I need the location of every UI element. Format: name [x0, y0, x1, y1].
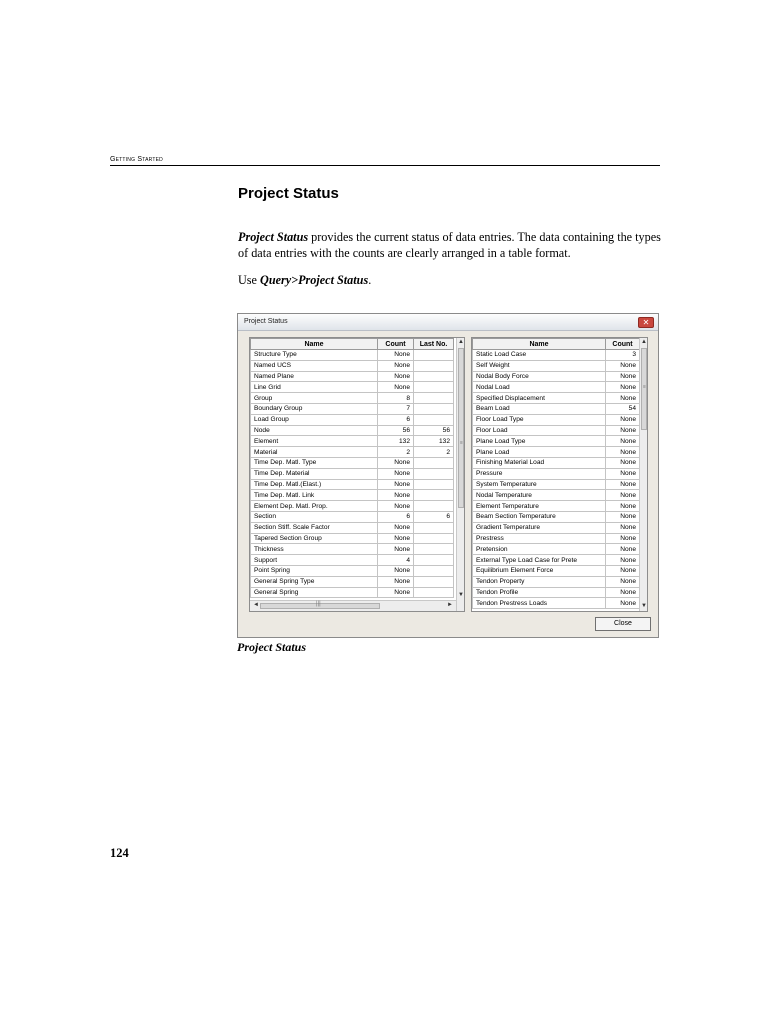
name-cell: Point Spring [251, 565, 378, 576]
name-cell: Tendon Profile [473, 587, 606, 598]
page-number: 124 [110, 846, 129, 860]
count-cell: None [606, 468, 640, 479]
table-row[interactable] [251, 393, 454, 404]
count-cell: None [378, 457, 414, 468]
name-cell: Beam Section Temperature [473, 511, 606, 522]
name-cell: Nodal Load [473, 382, 606, 393]
last-no-cell [414, 371, 454, 382]
left-status-table [250, 338, 454, 598]
table-row[interactable] [473, 565, 640, 576]
count-cell: None [378, 533, 414, 544]
table-row[interactable] [473, 457, 640, 468]
right-status-table [472, 338, 640, 609]
count-cell: None [606, 587, 640, 598]
name-cell: Pretension [473, 544, 606, 555]
last-no-cell [414, 522, 454, 533]
last-no-cell [414, 576, 454, 587]
table-row[interactable] [251, 403, 454, 414]
usage-command: Query>Project Status [260, 273, 369, 287]
table-row[interactable] [251, 371, 454, 382]
horizontal-grip-icon: ||| [316, 601, 321, 607]
name-cell: Specified Displacement [473, 393, 606, 404]
count-cell: 3 [606, 350, 640, 361]
count-cell: None [378, 587, 414, 598]
name-cell: Named Plane [251, 371, 378, 382]
count-cell: 2 [378, 447, 414, 458]
last-no-cell [414, 403, 454, 414]
grip-icon: ≡ [460, 440, 463, 446]
table-row[interactable] [473, 403, 640, 414]
usage-prefix: Use [238, 273, 261, 287]
last-no-cell [414, 587, 454, 598]
count-cell: None [606, 436, 640, 447]
count-cell: None [606, 555, 640, 566]
count-cell: None [606, 371, 640, 382]
grip-icon: ≡ [643, 384, 646, 390]
name-cell: Nodal Body Force [473, 371, 606, 382]
last-no-cell [414, 533, 454, 544]
last-no-cell [414, 565, 454, 576]
table-row[interactable] [251, 522, 454, 533]
count-cell: None [606, 511, 640, 522]
count-cell: 132 [378, 436, 414, 447]
figure-caption: Project Status [237, 640, 307, 654]
scroll-right-icon[interactable]: ► [447, 602, 453, 608]
name-cell: Floor Load Type [473, 414, 606, 425]
count-cell: None [378, 501, 414, 512]
name-cell: Static Load Case [473, 350, 606, 361]
right-status-grid[interactable] [471, 337, 648, 612]
name-cell: Gradient Temperature [473, 522, 606, 533]
name-cell: Pressure [473, 468, 606, 479]
scroll-up-icon[interactable]: ▲ [458, 339, 464, 345]
table-row[interactable] [473, 490, 640, 501]
last-no-cell [414, 350, 454, 361]
table-row[interactable] [251, 447, 454, 458]
table-row[interactable] [251, 468, 454, 479]
count-cell: None [606, 425, 640, 436]
section-title: Project Status [238, 185, 339, 202]
count-cell: None [606, 479, 640, 490]
count-cell: 7 [378, 403, 414, 414]
scroll-down-icon[interactable]: ▼ [641, 603, 647, 609]
name-cell: Tendon Property [473, 576, 606, 587]
table-row[interactable] [473, 468, 640, 479]
table-row[interactable] [251, 457, 454, 468]
name-cell: Time Dep. Matl.(Elast.) [251, 479, 378, 490]
column-header[interactable]: Name [251, 339, 378, 350]
count-cell: None [606, 457, 640, 468]
name-cell: Line Grid [251, 382, 378, 393]
last-no-cell [414, 490, 454, 501]
intro-paragraph [238, 229, 662, 261]
count-cell: None [378, 544, 414, 555]
close-icon[interactable]: ✕ [638, 317, 654, 328]
left-status-grid[interactable] [249, 337, 465, 612]
name-cell: General Spring [251, 587, 378, 598]
name-cell: Section [251, 511, 378, 522]
table-row[interactable] [251, 479, 454, 490]
scroll-down-icon[interactable]: ▼ [458, 592, 464, 598]
table-row[interactable] [473, 555, 640, 566]
count-cell: None [606, 501, 640, 512]
count-cell: 4 [378, 555, 414, 566]
count-cell: 8 [378, 393, 414, 404]
name-cell: Nodal Temperature [473, 490, 606, 501]
column-header[interactable]: Last No. [414, 339, 454, 350]
table-row[interactable] [473, 511, 640, 522]
last-no-cell [414, 501, 454, 512]
column-header[interactable]: Name [473, 339, 606, 350]
last-no-cell: 132 [414, 436, 454, 447]
table-row[interactable] [473, 350, 640, 361]
table-row[interactable] [473, 522, 640, 533]
last-no-cell [414, 360, 454, 371]
name-cell: Time Dep. Matl. Type [251, 457, 378, 468]
name-cell: Finishing Material Load [473, 457, 606, 468]
last-no-cell: 2 [414, 447, 454, 458]
count-cell: 6 [378, 511, 414, 522]
usage-suffix: . [368, 273, 372, 287]
last-no-cell [414, 393, 454, 404]
table-row[interactable] [473, 393, 640, 404]
table-row[interactable] [473, 501, 640, 512]
last-no-cell [414, 414, 454, 425]
count-cell: 6 [378, 414, 414, 425]
count-cell: None [606, 382, 640, 393]
last-no-cell: 6 [414, 511, 454, 522]
name-cell: Prestress [473, 533, 606, 544]
name-cell: System Temperature [473, 479, 606, 490]
column-header[interactable]: Count [378, 339, 414, 350]
name-cell: Beam Load [473, 403, 606, 414]
name-cell: General Spring Type [251, 576, 378, 587]
name-cell: Time Dep. Material [251, 468, 378, 479]
intro-text: provides the current status of data entries. The data containing the types of data entries with the counts are clearly arranged in a table format. [238, 230, 661, 260]
running-head: Getting Started [110, 156, 660, 166]
count-cell: None [378, 382, 414, 393]
table-row[interactable] [251, 576, 454, 587]
count-cell: None [606, 533, 640, 544]
count-cell: None [378, 371, 414, 382]
scroll-thumb[interactable] [641, 348, 647, 430]
count-cell: None [378, 565, 414, 576]
table-row[interactable] [473, 371, 640, 382]
table-row[interactable] [473, 598, 640, 609]
table-row[interactable] [251, 587, 454, 598]
dialog-titlebar [238, 314, 658, 331]
intro-lead: Project Status [238, 230, 309, 244]
count-cell: None [378, 479, 414, 490]
name-cell: Tapered Section Group [251, 533, 378, 544]
count-cell: None [378, 350, 414, 361]
count-cell: None [378, 468, 414, 479]
count-cell: None [606, 576, 640, 587]
table-row[interactable] [251, 382, 454, 393]
table-row[interactable] [473, 533, 640, 544]
name-cell: Section Stiff. Scale Factor [251, 522, 378, 533]
table-row[interactable] [251, 501, 454, 512]
scroll-thumb[interactable] [458, 348, 464, 508]
table-row[interactable] [473, 447, 640, 458]
count-cell: None [378, 490, 414, 501]
table-row[interactable] [473, 544, 640, 555]
name-cell: Plane Load [473, 447, 606, 458]
last-no-cell: 56 [414, 425, 454, 436]
table-row[interactable] [473, 382, 640, 393]
name-cell: Load Group [251, 414, 378, 425]
left-horizontal-scrollbar[interactable] [250, 600, 456, 611]
table-row[interactable] [473, 436, 640, 447]
name-cell: Element Dep. Matl. Prop. [251, 501, 378, 512]
last-no-cell [414, 544, 454, 555]
usage-paragraph [238, 272, 662, 288]
table-row[interactable] [251, 360, 454, 371]
name-cell: Self Weight [473, 360, 606, 371]
name-cell: Structure Type [251, 350, 378, 361]
dialog-title: Project Status [244, 318, 288, 325]
count-cell: None [606, 393, 640, 404]
name-cell: Element Temperature [473, 501, 606, 512]
name-cell: Node [251, 425, 378, 436]
name-cell: External Type Load Case for Prete [473, 555, 606, 566]
last-no-cell [414, 479, 454, 490]
table-row[interactable] [251, 350, 454, 361]
name-cell: Element [251, 436, 378, 447]
table-row[interactable] [473, 414, 640, 425]
count-cell: None [378, 576, 414, 587]
table-row[interactable] [251, 533, 454, 544]
name-cell: Support [251, 555, 378, 566]
count-cell: None [606, 447, 640, 458]
last-no-cell [414, 457, 454, 468]
scroll-left-icon[interactable]: ◄ [253, 602, 259, 608]
count-cell: None [606, 522, 640, 533]
table-row[interactable] [251, 544, 454, 555]
name-cell: Thickness [251, 544, 378, 555]
table-row[interactable] [251, 511, 454, 522]
count-cell: None [606, 414, 640, 425]
count-cell: None [606, 598, 640, 609]
name-cell: Equilibrium Element Force [473, 565, 606, 576]
table-row[interactable] [251, 490, 454, 501]
count-cell: 54 [606, 403, 640, 414]
name-cell: Plane Load Type [473, 436, 606, 447]
table-row[interactable] [251, 414, 454, 425]
name-cell: Material [251, 447, 378, 458]
close-button[interactable]: Close [595, 617, 651, 631]
last-no-cell [414, 555, 454, 566]
table-row[interactable] [251, 436, 454, 447]
right-vertical-scrollbar[interactable] [639, 338, 648, 611]
count-cell: 56 [378, 425, 414, 436]
name-cell: Time Dep. Matl. Link [251, 490, 378, 501]
column-header[interactable]: Count [606, 339, 640, 350]
count-cell: None [606, 565, 640, 576]
count-cell: None [606, 360, 640, 371]
name-cell: Group [251, 393, 378, 404]
count-cell: None [378, 360, 414, 371]
scroll-up-icon[interactable]: ▲ [641, 339, 647, 345]
table-row[interactable] [251, 425, 454, 436]
name-cell: Tendon Prestress Loads [473, 598, 606, 609]
left-vertical-scrollbar[interactable] [456, 338, 465, 611]
table-row[interactable] [473, 360, 640, 371]
last-no-cell [414, 468, 454, 479]
name-cell: Named UCS [251, 360, 378, 371]
table-row[interactable] [473, 479, 640, 490]
name-cell: Boundary Group [251, 403, 378, 414]
count-cell: None [606, 490, 640, 501]
table-row[interactable] [473, 576, 640, 587]
project-status-dialog [237, 313, 659, 638]
last-no-cell [414, 382, 454, 393]
table-row[interactable] [251, 555, 454, 566]
table-row[interactable] [473, 587, 640, 598]
count-cell: None [378, 522, 414, 533]
table-row[interactable] [251, 565, 454, 576]
name-cell: Floor Load [473, 425, 606, 436]
table-row[interactable] [473, 425, 640, 436]
count-cell: None [606, 544, 640, 555]
